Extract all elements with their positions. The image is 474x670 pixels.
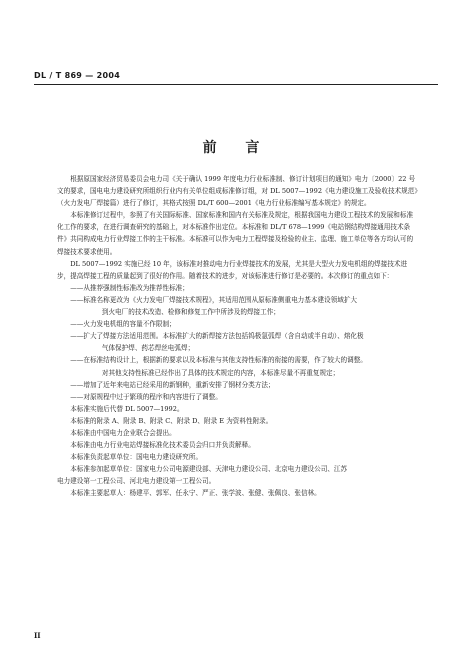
page-title: 前 言 — [202, 140, 272, 156]
list-item: ——对原规程中过于繁琐的程序和内容进行了调整。 — [70, 392, 222, 401]
document-code: DL / T 869 — 2004 — [34, 71, 121, 80]
paragraph-proposer: 本标准由中国电力企业联合会提出。 — [70, 428, 176, 437]
paragraph-replaces: 本标准实施后代替 DL 5007—1992。 — [70, 404, 184, 413]
paragraph-participating-drafters-continued: 电力建设第一工程公司、河北电力建设第一工程公司。 — [57, 477, 216, 486]
list-item-continued: 到火电厂的技术改造、检修和修复工作中所涉及的焊接工作； — [101, 308, 280, 317]
paragraph-lead-drafter: 本标准负责起草单位：国电电力建设研究所。 — [70, 453, 203, 462]
foreword-body — [57, 173, 419, 500]
header-rule — [34, 84, 438, 85]
list-item: ——火力发电机组的容量不作限制； — [70, 320, 176, 329]
paragraph-appendices: 本标准的附录 A、附录 B、附录 C、附录 D、附录 E 为资料性附录。 — [70, 416, 273, 425]
list-item: ——标准名称更改为《火力发电厂焊接技术规程》，其适用范围从原标准侧重电力基本建设领域扩大 — [70, 295, 358, 304]
paragraph-participating-drafters: 本标准参加起草单位：国家电力公司电源建设部、天津电力建设公司、北京电力建设公司、江苏 — [70, 465, 348, 474]
list-item: ——扩大了焊接方法适用范围。本标准扩大的新焊接方法包括钨极氩弧焊（含自动或半自动）、熔化极 — [70, 332, 364, 341]
list-item-continued: 气体保护焊、药芯焊丝电弧焊； — [101, 344, 195, 353]
list-item: ——在标准结构设计上，根据新的要求以及本标准与其他支持性标准的衔接的需要，作了较大的调整。 — [70, 356, 367, 365]
paragraph-revision-process: 本标准修订过程中，参照了有关国际标准、国家标准和国内有关标准及规定，根据我国电力建设工程技术的发展和标准化工作的要求，在进行调查研究的基础上，对本标准作出定位。本标准和 DL/T 678—1999《电站钢结构焊接通用技术条件》共同构成电力行业焊接工作的主干标准。本标准可以作为电力工程焊接及检验的业主、监理、施工单位等各方均认可的焊接技术要求使用。 — [57, 211, 414, 256]
paragraph-main-drafters: 本标准主要起草人：杨建平、郭军、任永宁、严正、张学波、张健、张佩良、张信林。 — [70, 489, 321, 498]
paragraph-interpretation: 本标准由电力行业电站焊接标准化技术委员会归口并负责解释。 — [70, 441, 255, 450]
paragraph-revision-focus: DL 5007—1992 实施已经 10 年，该标准对推动电力行业焊接技术的发展，尤其是大型火力发电机组的焊接技术进步，提高焊接工程的质量起到了很好的作用。随着技术的进步，对该标准进行修订是必要的。本次修订的重点如下： — [57, 259, 408, 280]
paragraph-mandate: 根据原国家经济贸易委员会电力司《关于确认 1999 年度电力行业标准制、修订计划项目的通知》电力〔2000〕22 号文的要求，国电电力建设研究所组织行业内有关单位组成标准修订组，对 DL 5007—1992《电力建设施工及验收技术规范》（火力发电厂焊接篇）进行了修订，其格式按照 DL/T 600—2001《电力行业标准编写基本规定》的规定。 — [57, 175, 418, 208]
list-item-continued: 对其他支持性标准已经作出了具体的技术规定的内容，本标准尽量不再重复规定； — [101, 368, 340, 377]
list-item: ——增加了近年来电站已经采用的新钢种，重新安排了钢材分类方法； — [70, 380, 275, 389]
list-item: ——从推荐强制性标准改为推荐性标准； — [70, 283, 189, 292]
page-number: II — [34, 631, 41, 640]
